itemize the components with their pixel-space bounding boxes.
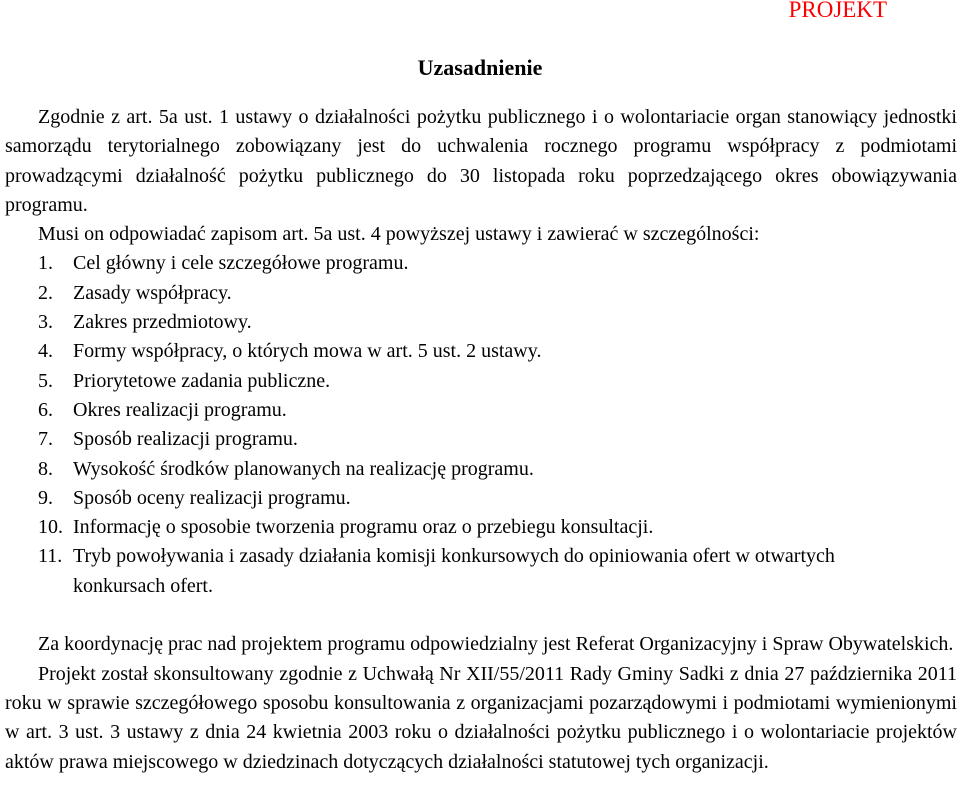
list-item-number: 1.	[38, 252, 53, 275]
list-item-text: Informację o sposobie tworzenia programu oraz o przebiegu konsultacji.	[73, 516, 654, 539]
list-item-text: Sposób realizacji programu.	[73, 428, 298, 451]
list-item-text: Tryb powoływania i zasady działania komisji konkursowych do opiniowania ofert w otwartych konkursach ofert.	[73, 545, 835, 597]
list-item	[5, 367, 957, 396]
list-item-text: Okres realizacji programu.	[73, 398, 287, 421]
list-item-number: 11.	[38, 545, 63, 568]
list-item	[5, 308, 957, 337]
paragraph-spacer	[5, 601, 957, 630]
list-item-text: Formy współpracy, o których mowa w art. 5 ust. 2 ustawy.	[73, 340, 542, 363]
requirements-list	[5, 249, 957, 601]
list-item-number: 9.	[38, 486, 53, 509]
list-item	[5, 396, 957, 425]
list-item-text: Sposób oceny realizacji programu.	[73, 486, 351, 509]
list-item-text: Wysokość środków planowanych na realizację programu.	[73, 457, 534, 480]
paragraph-legal-basis: Zgodnie z art. 5a ust. 1 ustawy o działalności pożytku publicznego i o wolontariacie organ stanowiący jednostki samorządu terytorialnego zobowiązany jest do uchwalenia rocznego programu współpracy z podmiotami prowadzącymi działalność pożytku publicznego do 30 listopada roku poprzedzającego okres obowiązywania programu.	[5, 106, 957, 216]
paragraph-consultation: Projekt został skonsultowany zgodnie z Uchwałą Nr XII/55/2011 Rady Gminy Sadki z dnia 27 października 2011 roku w sprawie szczegółowego sposobu konsultowania z organizacjami pozarządowymi i podmiotami wymienionymi w art. 3 ust. 3 ustawy z dnia 24 kwietnia 2003 roku o działalności pożytku publicznego i o wolontariacie projektów aktów prawa miejscowego w dziedzinach dotyczących działalności statutowej tych organizacji.	[5, 662, 957, 773]
list-item	[5, 542, 957, 601]
list-item-number: 10.	[38, 516, 63, 539]
list-item	[5, 484, 957, 513]
document-title: Uzasadnienie	[417, 55, 543, 80]
draft-stamp: PROJEKT	[788, 0, 887, 22]
list-item	[5, 279, 957, 308]
list-item-text: Zakres przedmiotowy.	[73, 311, 252, 334]
list-item-text: Priorytetowe zadania publiczne.	[73, 369, 331, 392]
list-item	[5, 249, 957, 278]
list-item	[5, 513, 957, 542]
list-item-number: 7.	[38, 428, 53, 451]
list-item	[5, 337, 957, 366]
document-body	[5, 103, 957, 777]
list-item	[5, 425, 957, 454]
list-item-text: Zasady współpracy.	[73, 281, 232, 304]
list-item-number: 5.	[38, 369, 53, 392]
list-item-number: 6.	[38, 398, 53, 421]
list-item-number: 4.	[38, 340, 53, 363]
list-item-number: 8.	[38, 457, 53, 480]
list-item-number: 2.	[38, 281, 53, 304]
paragraph-coordination: Za koordynację prac nad projektem programu odpowiedzialny jest Referat Organizacyjny i Spraw Obywatelskich.	[38, 633, 954, 656]
list-item-text: Cel główny i cele szczegółowe programu.	[73, 252, 409, 275]
paragraph-requirements-intro: Musi on odpowiadać zapisom art. 5a ust. 4 powyższej ustawy i zawierać w szczególności:	[38, 223, 760, 246]
list-item-number: 3.	[38, 311, 53, 334]
list-item	[5, 455, 957, 484]
